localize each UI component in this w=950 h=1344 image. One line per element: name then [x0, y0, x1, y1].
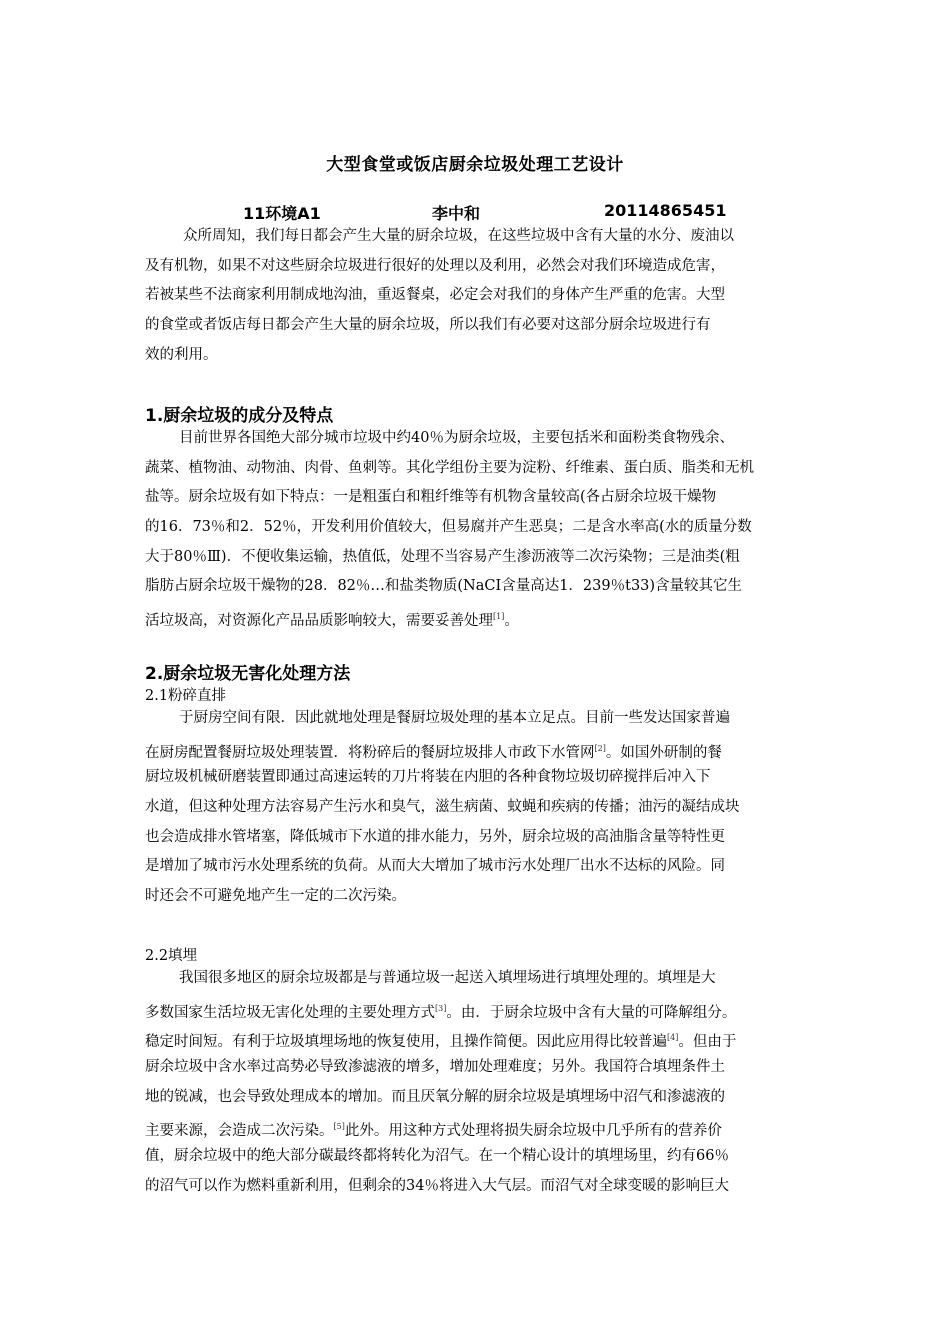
text-line: [145, 1023, 817, 1053]
text-line: 若被某些不法商家利用制成地沟油，重返餐桌，必定会对我们的身体产生严重的危害。大型: [145, 287, 725, 304]
citation-ref: [2]: [594, 743, 606, 753]
text-line: 大于80％Ⅲ)．不便收集运输，热值低，处理不当容易产生渗沥液等二次污染物；三是油类(粗: [145, 548, 740, 565]
text-line: 时还会不可避免地产生一定的二次污染。: [145, 888, 406, 905]
subsection-heading-2-1: 2.1粉碎直排: [145, 688, 227, 704]
text-line: 值，厨余垃圾中的绝大部分碳最终都将转化为沼气。在一个精心设计的填埋场里，约有66％: [145, 1148, 729, 1165]
text-line: 于厨房空间有限．因此就地处理是餐厨垃圾处理的基本立足点。目前一些发达国家普遍: [179, 710, 730, 726]
text-line: 盐等。厨余垃圾有如下特点：一是粗蛋白和粗纤维等有机物含量较高(各占厨余垃圾干燥物: [145, 489, 717, 506]
text-fragment: 稳定时间短。有利于垃圾填埋场地的恢复使用，且操作简便。因此应用得比较普遍: [145, 1034, 667, 1051]
text-line: [145, 602, 817, 632]
text-fragment: 。由．于厨余垃圾中含有大量的可降解组分。: [446, 1004, 737, 1021]
text-fragment: 此外。用这种方式处理将损失厨余垃圾中几乎所有的营养价: [344, 1123, 722, 1140]
text-line: 效的利用。: [145, 346, 218, 363]
text-line: 的沼气可以作为燃料重新利用，但剩余的34％将进入大气层。而沼气对全球变暖的影响巨大: [145, 1177, 729, 1194]
subsection-heading-2-2: 2.2填埋: [145, 948, 198, 964]
text-line: 厨垃圾机械研磨装置即通过高速运转的刀片将装在内胆的各种食物垃圾切碎搅拌后冲入下: [145, 769, 711, 786]
subsection-2-1-paragraph: [145, 704, 817, 912]
text-fragment: 。如国外研制的餐: [605, 744, 722, 761]
text-line: 的食堂或者饭店每日都会产生大量的厨余垃圾，所以我们有必要对这部分厨余垃圾进行有: [145, 317, 711, 334]
author-class: 11环境A1: [243, 204, 321, 223]
citation-ref: [1]: [493, 612, 505, 622]
subsection-2-2-paragraph: [145, 964, 817, 1202]
text-line: [145, 994, 817, 1024]
author-name: 李中和: [432, 204, 481, 223]
citation-ref: [5]: [333, 1122, 345, 1132]
section1-paragraph: [145, 424, 817, 632]
text-line: 也会造成排水管堵塞，降低城市下水道的排水能力，另外，厨余垃圾的高油脂含量等特性更: [145, 828, 725, 845]
text-line: 目前世界各国绝大部分城市垃圾中约40％为厨余垃圾，主要包括米和面粉类食物残余、: [179, 430, 734, 446]
text-fragment: 在厨房配置餐厨垃圾处理装置．将粉碎后的餐厨垃圾排人市政下水管网: [145, 744, 595, 761]
text-line: 水道，但这种处理方法容易产生污水和臭气，滋生病菌、蚊蝇和疾病的传播；油污的凝结成块: [145, 799, 740, 816]
text-line: 众所周知，我们每日都会产生大量的厨余垃圾，在这些垃圾中含有大量的水分、废油以: [183, 228, 734, 244]
text-line: 厨余垃圾中含水率过高势必导致渗滤液的增多，增加处理难度；另外。我国符合填埋条件土: [145, 1059, 725, 1076]
text-fragment: 。: [504, 613, 519, 630]
page-title: 大型食堂或饭店厨余垃圾处理工艺设计: [326, 155, 624, 175]
text-line: 是增加了城市污水处理系统的负荷。从而大大增加了城市污水处理厂出水不达标的风险。同: [145, 858, 725, 875]
text-fragment: 主要来源，会造成二次污染。: [145, 1123, 334, 1140]
section-heading-1: 1.厨余垃圾的成分及特点: [145, 406, 334, 426]
citation-ref: [3]: [435, 1003, 447, 1013]
intro-paragraph: [145, 222, 817, 370]
text-fragment: 多数国家生活垃圾无害化处理的主要处理方式: [145, 1004, 435, 1021]
text-line: 的16．73％和2．52％，开发利用价值较大，但易腐并产生恶臭；二是含水率高(水的质量分数: [145, 519, 752, 536]
text-line: 脂肪占厨余垃圾干燥物的28．82％…和盐类物质(NaCI含量高达1．239％t33)含量较其它生: [145, 578, 743, 595]
text-line: 地的锐减，也会导致处理成本的增加。而且厌氧分解的厨余垃圾是填埋场中沼气和渗滤液的: [145, 1088, 725, 1105]
text-fragment: 。但由于: [678, 1034, 737, 1051]
text-line: 蔬菜、植物油、动物油、肉骨、鱼刺等。其化学组份主要为淀粉、纤维素、蛋白质、脂类和无机: [145, 459, 754, 476]
author-line: [0, 201, 950, 223]
text-line: 及有机物，如果不对这些厨余垃圾进行很好的处理以及利用，必然会对我们环境造成危害，: [145, 257, 725, 274]
text-line: 我国很多地区的厨余垃圾都是与普通垃圾一起送入填埋场进行填埋处理的。填埋是大: [179, 970, 716, 986]
text-line: [145, 1112, 817, 1142]
author-student-id: 20114865451: [604, 201, 727, 220]
text-line: [145, 734, 817, 764]
text-fragment: 活垃圾高，对资源化产品品质影响较大，需要妥善处理: [145, 613, 493, 630]
citation-ref: [4]: [667, 1033, 679, 1043]
section-heading-2: 2.厨余垃圾无害化处理方法: [145, 664, 351, 684]
